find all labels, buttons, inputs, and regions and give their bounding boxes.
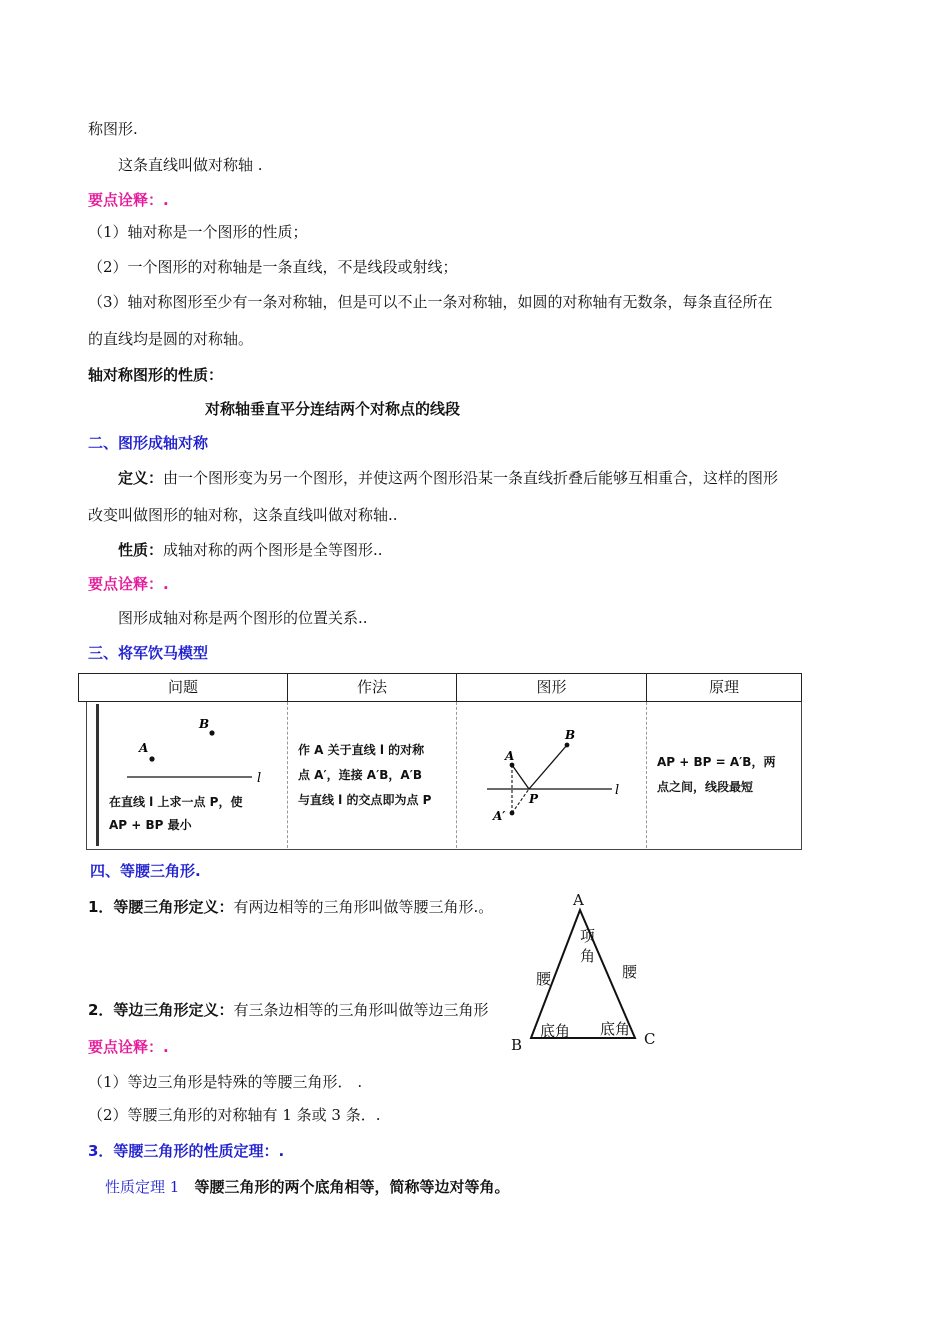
method-text-2: 点 A′，连接 A′B，A′B: [298, 768, 423, 782]
leg-label-right: 腰: [622, 963, 638, 981]
principle-text-1: AP + BP = A′B，两: [657, 755, 776, 769]
segment-ap: [512, 765, 529, 789]
nature-text: 成轴对称的两个图形是全等图形..: [163, 541, 383, 559]
problem-cell: [87, 702, 288, 848]
method-text-3: 与直线 l 的交点即为点 P: [298, 793, 432, 807]
text-line: （3）轴对称图形至少有一条对称轴，但是可以不止一条对称轴，如圆的对称轴有无数条，每条直径所在: [88, 293, 773, 311]
theorem-heading: 3．等腰三角形的性质定理：.: [88, 1142, 285, 1160]
label-p: P: [529, 792, 539, 806]
label-a: A: [505, 749, 515, 763]
theorem-1: [105, 1177, 510, 1197]
key-points-heading: 要点诠释：.: [88, 1038, 169, 1056]
apex-angle-label: 角: [580, 947, 596, 965]
label-l: l: [257, 771, 262, 786]
header-cell: 问题: [79, 674, 288, 701]
definition: [118, 468, 778, 488]
header-cell: 图形: [457, 674, 647, 701]
base-angle-label-right: 底角: [600, 1020, 631, 1038]
method-text-1: 作 A 关于直线 l 的对称: [298, 743, 425, 757]
header-cell: 原理: [708, 678, 739, 696]
segment-aprime-p: [512, 789, 529, 813]
method-cell: [288, 702, 457, 848]
label-b: B: [565, 728, 576, 742]
text-line: 改变叫做图形的轴对称，这条直线叫做对称轴..: [88, 506, 398, 524]
point-a: [149, 756, 154, 761]
vertex-c-label: C: [644, 1030, 656, 1048]
principle-cell: [647, 702, 801, 848]
section-heading: 三、将军饮马模型: [88, 644, 209, 662]
problem-text-1: 在直线 l 上求一点 P，使: [109, 795, 243, 809]
equilateral-definition-text: 有三条边相等的三角形叫做等边三角形: [233, 1001, 489, 1019]
label-b: B: [199, 717, 210, 731]
key-points-heading: 要点诠释：.: [88, 191, 169, 209]
section-heading: 二、图形成轴对称: [88, 434, 209, 452]
problem-figure: [87, 702, 287, 792]
text-line: 的直线均是圆的对称轴。: [88, 330, 254, 348]
equilateral-definition: [88, 1000, 488, 1020]
reflection-figure: [457, 702, 645, 842]
property-text: 对称轴垂直平分连结两个对称点的线段: [205, 400, 461, 418]
section-heading: 四、等腰三角形.: [90, 862, 201, 880]
header-cell: 作法: [288, 674, 457, 701]
principle-text-2: 点之间，线段最短: [657, 780, 754, 794]
model-table-header: [78, 673, 802, 702]
problem-text-2: AP + BP 最小: [109, 818, 192, 832]
text-line: 称图形.: [88, 120, 138, 138]
segment-bp: [529, 745, 567, 789]
isosceles-definition-label: 1．等腰三角形定义：: [88, 898, 234, 916]
equilateral-definition-label: 2．等边三角形定义：: [88, 1001, 234, 1019]
nature: [118, 540, 383, 560]
leg-label-left: 腰: [536, 970, 552, 988]
base-angle-label-left: 底角: [540, 1022, 571, 1040]
figure-cell: [457, 702, 647, 848]
theorem-1-label: 性质定理 1: [105, 1178, 180, 1196]
isosceles-definition-text: 有两边相等的三角形叫做等腰三角形.。: [233, 898, 494, 916]
text-line: （1）等边三角形是特殊的等腰三角形． .: [88, 1073, 363, 1091]
label-l: l: [615, 783, 620, 798]
point-b: [209, 730, 214, 735]
label-a: A: [139, 741, 149, 755]
vertex-b-label: B: [511, 1036, 523, 1054]
property-title: 轴对称图形的性质：: [88, 366, 224, 384]
definition-text: 由一个图形变为另一个图形，并使这两个图形沿某一条直线折叠后能够互相重合，这样的图形: [163, 469, 779, 487]
text-line: （2）等腰三角形的对称轴有 1 条或 3 条．.: [88, 1106, 381, 1124]
theorem-1-text: 等腰三角形的两个底角相等，简称等边对等角。: [194, 1178, 510, 1196]
text-line: 这条直线叫做对称轴 .: [118, 156, 263, 174]
nature-label: 性质：: [118, 541, 164, 559]
vertex-a-label: A: [573, 891, 584, 909]
definition-label: 定义：: [118, 469, 164, 487]
label-a-prime: A′: [493, 809, 506, 823]
text-line: （1）轴对称是一个图形的性质；: [88, 223, 308, 241]
apex-angle-label: 项: [580, 927, 596, 945]
isosceles-definition: [88, 897, 493, 917]
model-table-body: [86, 702, 802, 850]
text-line: 图形成轴对称是两个图形的位置关系..: [118, 609, 368, 627]
text-line: （2）一个图形的对称轴是一条直线，不是线段或射线；: [88, 258, 458, 276]
key-points-heading: 要点诠释：.: [88, 575, 169, 593]
